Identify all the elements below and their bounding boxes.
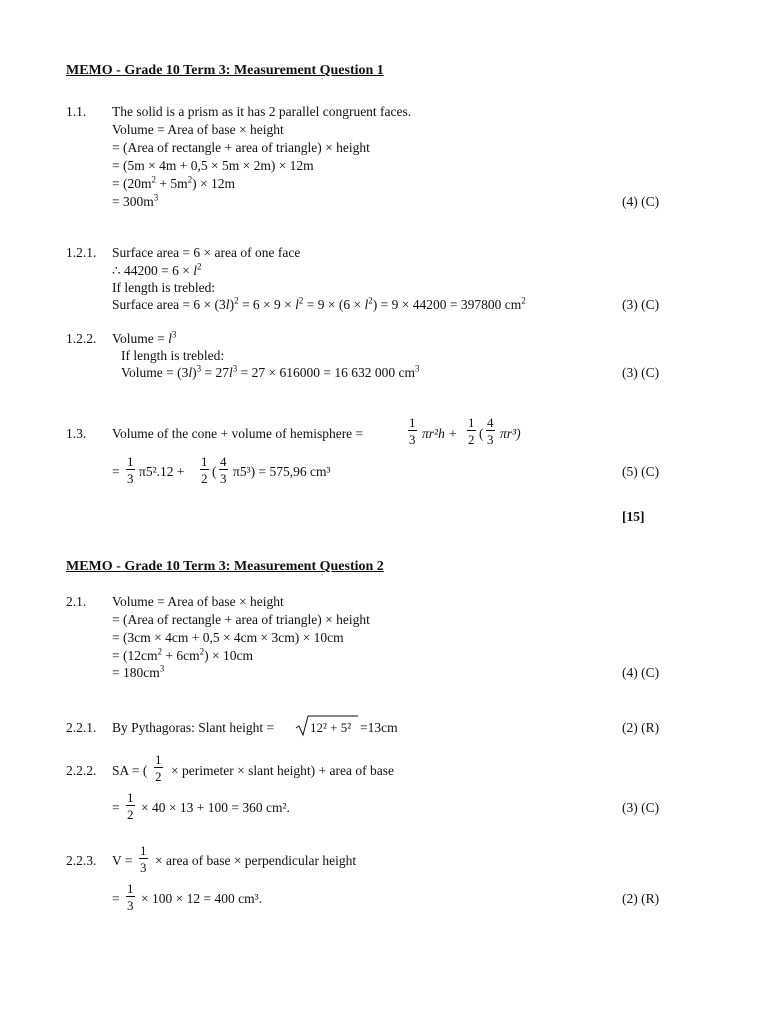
q2-1-marks: (4) (C) — [622, 665, 660, 680]
fraction-one-third-2: 1 3 — [127, 454, 134, 486]
q2-2-1-number: 2.2.1. — [66, 720, 97, 735]
q2-1-line2: = (Area of rectangle + area of triangle) × height — [112, 612, 370, 627]
q2-2-3-marks: (2) (R) — [622, 891, 660, 906]
q1-3-equals: = — [112, 464, 120, 479]
q1-1-line4: = (5m × 4m + 0,5 × 5m × 2m) × 12m — [112, 158, 314, 173]
q2-2-3-number: 2.2.3. — [66, 853, 97, 868]
q1-heading: MEMO - Grade 10 Term 3: Measurement Question 1 — [66, 63, 384, 78]
fraction-one-third: 1 3 — [409, 415, 416, 447]
q1-1-line3: = (Area of rectangle + area of triangle) × height — [112, 140, 370, 155]
q1-2-2-line3: Volume = $(3l)^3 = 27l^3 = 27 \times 616000 = 16$ 632 000 $cm^3$ — [121, 363, 420, 380]
q1-3-open-paren-2: ( — [212, 464, 217, 479]
fraction-one-third-3: 1 3 — [140, 843, 147, 875]
q1-3-sphere-term: πr³) — [500, 426, 521, 441]
q1-2-1-line3: If length is trebled: — [112, 280, 216, 295]
fraction-one-half-4: 1 2 — [127, 790, 134, 822]
q1-2-2-line1: Volume = $l^3$ — [112, 329, 177, 346]
q2-1-line3: = (3cm × 4cm + 0,5 × 4cm × 3cm) × 10cm — [112, 630, 344, 645]
q2-1-line5: = $180cm^3$ — [112, 663, 165, 680]
fraction-four-thirds-2: 4 3 — [220, 454, 227, 486]
q1-3-marks: (5) (C) — [622, 464, 660, 479]
fraction-one-half-2: 1 2 — [201, 454, 208, 486]
q1-2-2-marks: (3) (C) — [622, 365, 660, 380]
q1-3-open-paren: ( — [479, 426, 484, 441]
q2-2-2-number: 2.2.2. — [66, 763, 97, 778]
q2-2-3-line1: × area of base × perpendicular height — [155, 853, 357, 868]
fraction-one-half: 1 2 — [468, 415, 475, 447]
q1-2-1-number: 1.2.1. — [66, 245, 97, 260]
q2-2-1-marks: (2) (R) — [622, 720, 660, 735]
q1-3-cone-term: πr²h + — [422, 426, 458, 441]
q2-2-1-result: =13cm — [360, 720, 398, 735]
q2-heading: MEMO - Grade 10 Term 3: Measurement Question 2 — [66, 559, 384, 574]
q2-2-1-text: By Pythagoras: Slant height = — [112, 720, 275, 735]
q1-total: [15] — [622, 509, 645, 524]
q1-1-line5: = $(20m^2 + 5m^2) \times 12m$ — [112, 174, 235, 191]
q1-3-line1: Volume of the cone + volume of hemisphere = — [112, 426, 364, 441]
q1-1-line6: = $300m^3$ — [112, 192, 159, 209]
q2-1-number: 2.1. — [66, 594, 87, 609]
q2-2-3-line2: × 100 × 12 = 400 cm³. — [141, 891, 263, 906]
q1-2-2-line2: If length is trebled: — [121, 348, 225, 363]
q1-2-1-line2: ∴ $44200 = 6 \times l^2$ — [112, 261, 202, 278]
q2-1-line4: = $(12cm^2 + 6cm^2) \times 10cm$ — [112, 646, 253, 663]
q2-2-2-open: SA = ( — [112, 763, 148, 778]
q2-2-3-equals: = — [112, 891, 120, 906]
q1-1-number: 1.1. — [66, 104, 87, 119]
q1-1-line2: Volume = Area of base × height — [112, 122, 284, 137]
fraction-one-third-4: 1 3 — [127, 881, 134, 913]
q1-3-line2-result: π5³) = 575,96 cm³ — [233, 464, 331, 479]
q1-3-line2-cone: π5².12 + — [139, 464, 185, 479]
q1-3-number: 1.3. — [66, 426, 87, 441]
q1-1-line1: The solid is a prism as it has 2 parallel congruent faces. — [112, 104, 412, 119]
q1-2-1-line1: Surface area = 6 × area of one face — [112, 245, 301, 260]
q2-2-1-radicand: 12² + 5² — [310, 720, 352, 735]
q2-2-2-equals: = — [112, 800, 120, 815]
q2-1-line1: Volume = Area of base × height — [112, 594, 284, 609]
q1-2-1-marks: (3) (C) — [622, 297, 660, 312]
fraction-four-thirds: 4 3 — [487, 415, 494, 447]
q2-2-2-line1: × perimeter × slant height) + area of base — [171, 763, 395, 778]
q1-2-2-number: 1.2.2. — [66, 331, 97, 346]
q2-2-2-marks: (3) (C) — [622, 800, 660, 815]
q2-2-3-v: V = — [112, 853, 133, 868]
q2-2-2-line2: × 40 × 13 + 100 = 360 cm². — [141, 800, 290, 815]
fraction-one-half-3: 1 2 — [155, 752, 162, 784]
q1-2-1-line4: Surface area = $6 \times (3l)^2 = 6 \times 9 \times l^2 = 9 \times (6 \times l^2) = 9 \times 44200 = 397800$ $cm^2$ — [112, 295, 526, 312]
q1-1-marks: (4) (C) — [622, 194, 660, 209]
